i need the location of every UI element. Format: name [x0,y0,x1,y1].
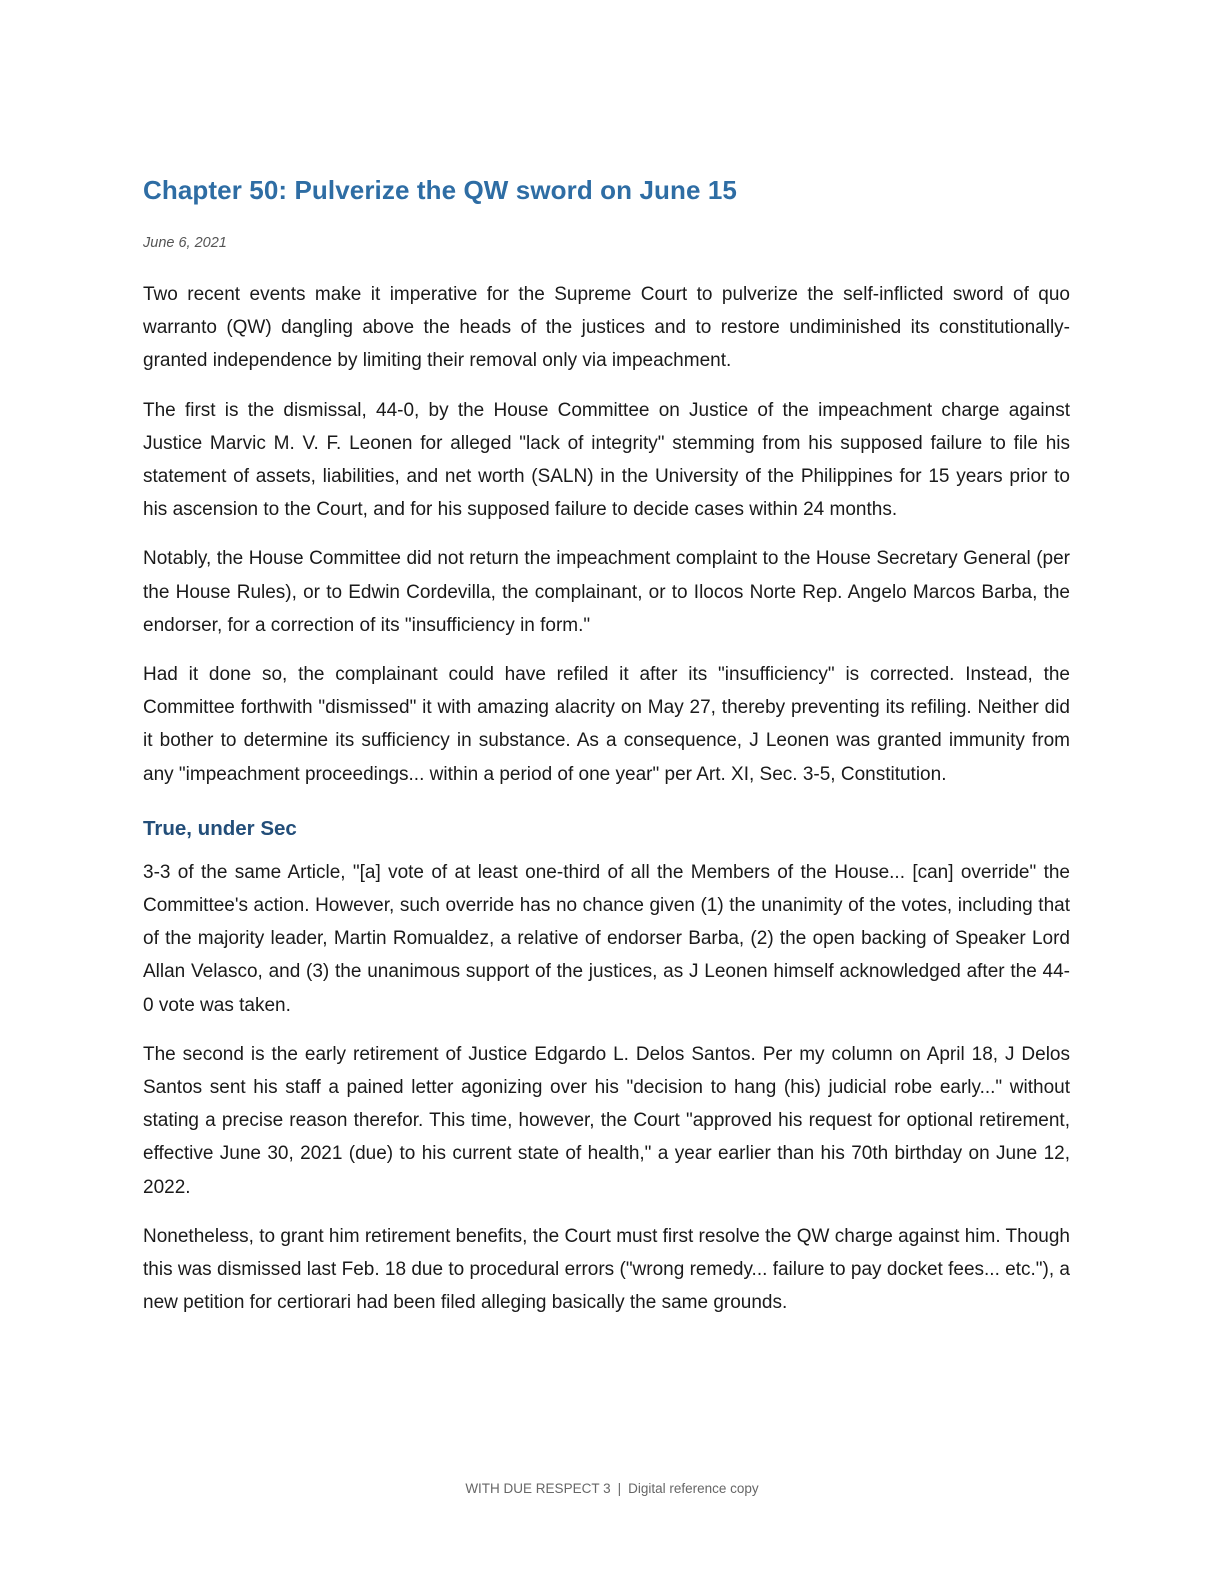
paragraph-6: The second is the early retirement of Justice Edgardo L. Delos Santos. Per my column on April 18, J Delos Santos sent his staff a pained letter agonizing over his "decision to hang (his) judicial robe early..." without stating a precise reason therefor. This time, however, the Court "approved his request for optional retirement, effective June 30, 2021 (due) to his current state of health," a year earlier than his 70th birthday on June 12, 2022. [143,1043,1070,1198]
page-footer [0,1480,1224,1498]
footer-copy-note: Digital reference copy [628,1481,759,1496]
paragraph-4: Had it done so, the complainant could have refiled it after its "insufficiency" is corrected. Instead, the Committee forthwith "dismissed" it with amazing alacrity on May 27, thereby preventing its refiling. Neither did it bother to determine its sufficiency in substance. As a consequence, J Leonen was granted immunity from any "impeachment proceedings... within a period of one year" per Art. XI, Sec. 3-5, Constitution. [143,664,1070,785]
chapter-title: Chapter 50: Pulverize the QW sword on June 15 [143,175,737,205]
paragraph-2: The first is the dismissal, 44-0, by the House Committee on Justice of the impeachment charge against Justice Marvic M. V. F. Leonen for alleged "lack of integrity" stemming from his supposed failure to file his statement of assets, liabilities, and net worth (SALN) in the University of the Philippines for 15 years prior to his ascension to the Court, and for his supposed failure to decide cases within 24 months. [143,399,1070,521]
footer-book-page: WITH DUE RESPECT 3 [465,1481,611,1496]
document-page [143,170,1070,1335]
paragraph-1: Two recent events make it imperative for the Supreme Court to pulverize the self-inflicted sword of quo warranto (QW) dangling above the heads of the justices and to restore undiminished its constitutionally-granted independence by limiting their removal only via impeachment. [143,284,1070,372]
paragraph-3: Notably, the House Committee did not return the impeachment complaint to the House Secretary General (per the House Rules), or to Edwin Cordevilla, the complainant, or to Ilocos Norte Rep. Angelo Marcos Barba, the endorser, for a correction of its "insufficiency in form." [143,548,1070,636]
section-heading: True, under Sec [143,816,297,840]
paragraph-7: Nonetheless, to grant him retirement benefits, the Court must first resolve the QW charge against him. Though this was dismissed last Feb. 18 due to procedural errors ("wrong remedy... failure to pay docket fees... etc."), a new petition for certiorari had been filed alleging basically the same grounds. [143,1225,1070,1314]
publication-date: June 6, 2021 [143,235,227,251]
footer-separator: | [617,1481,622,1496]
paragraph-5: 3-3 of the same Article, "[a] vote of at least one-third of all the Members of the House... [can] override" the Committee's action. However, such override has no chance given (1) the unanimity of the votes, including that of the majority leader, Martin Romualdez, a relative of endorser Barba, (2) the open backing of Speaker Lord Allan Velasco, and (3) the unanimous support of the justices, as J Leonen himself acknowledged after the 44-0 vote was taken. [143,861,1070,1016]
